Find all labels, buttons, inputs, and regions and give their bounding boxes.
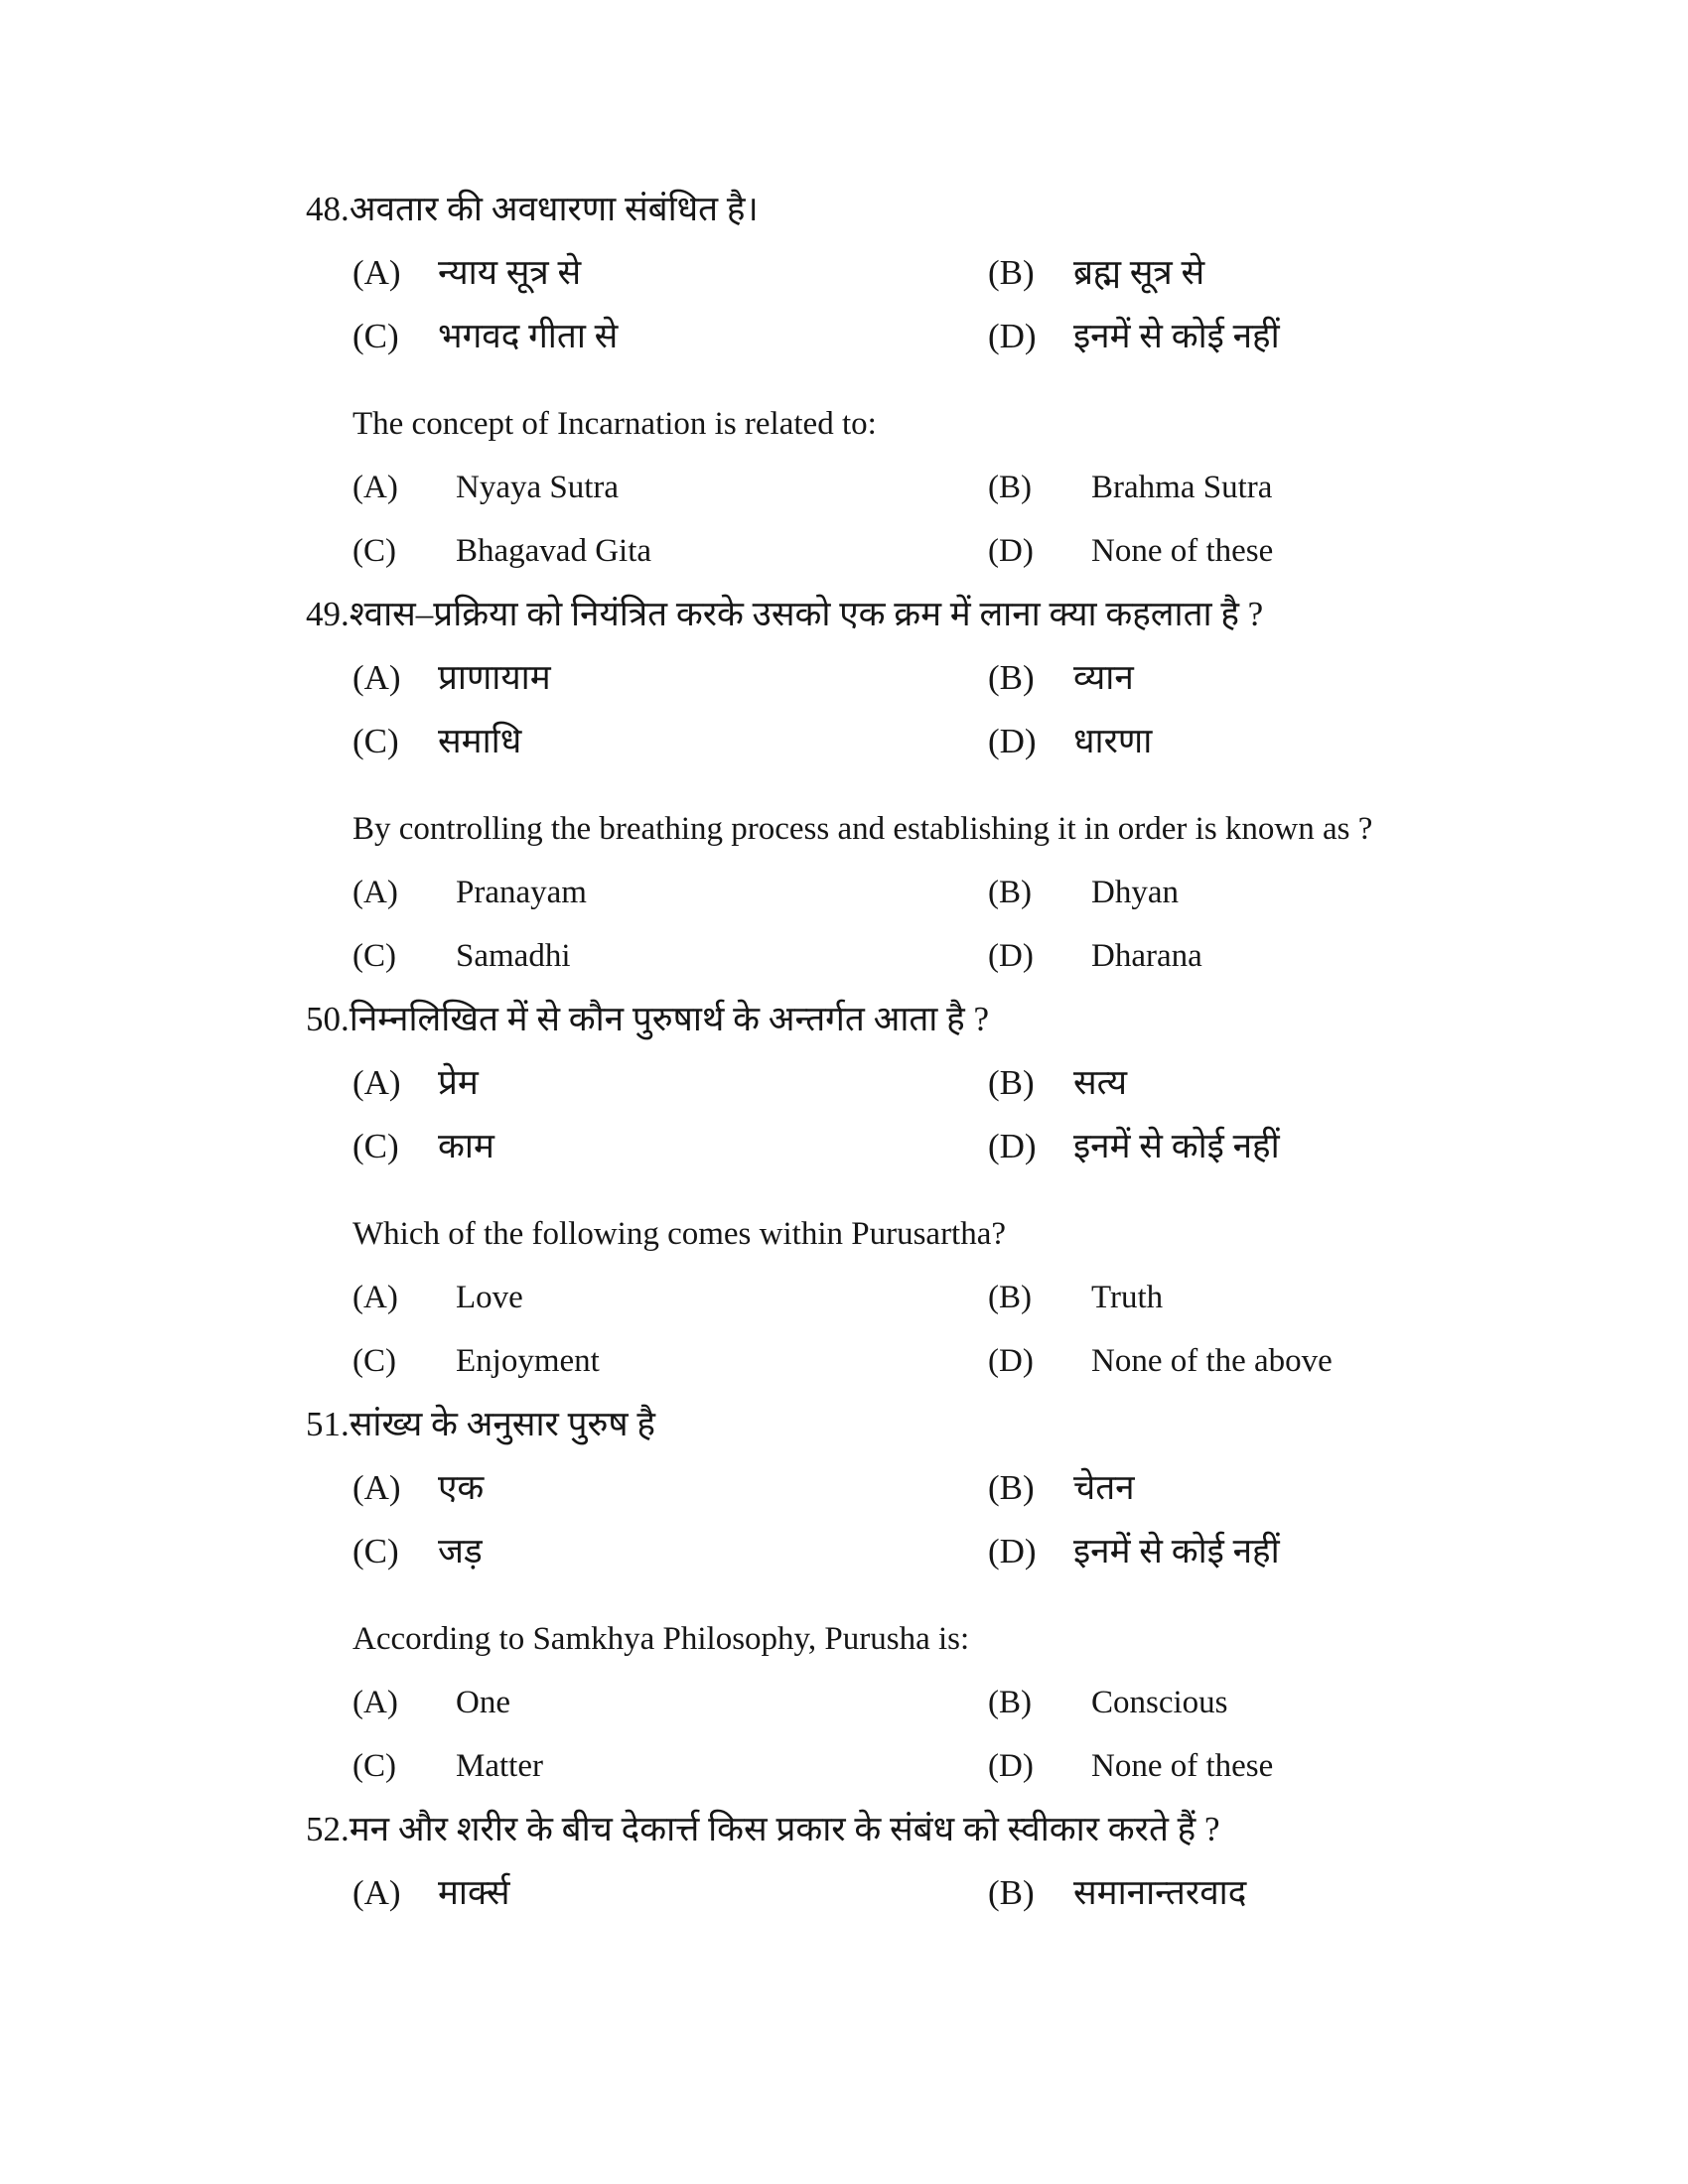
question-52-hindi-options-row-1: [306, 1862, 1489, 1924]
option-b-label: (B): [988, 253, 1035, 292]
option-b-label: (B): [988, 875, 1032, 910]
question-49-hindi-text: श्वास–प्रक्रिया को नियंत्रित करके उसको एक क्रम में लाना क्या कहलाता है ?: [349, 595, 1264, 633]
option-c-text: Enjoyment: [456, 1343, 600, 1379]
option-d-text: धारणा: [1073, 722, 1153, 760]
option-d-label: (D): [988, 722, 1037, 760]
option-c-label: (C): [352, 1748, 396, 1784]
option-d-text: इनमें से कोई नहीं: [1073, 317, 1280, 355]
option-c: [352, 1735, 988, 1797]
question-48-english-options-row-2: [306, 520, 1489, 582]
option-d: [988, 711, 1152, 772]
option-a: [352, 647, 988, 709]
option-c-label: (C): [352, 317, 399, 355]
question-block-51: [306, 1394, 1489, 1797]
question-52-hindi-text: मन और शरीर के बीच देकार्त्त किस प्रकार के संबंध को स्वीकार करते हैं ?: [349, 1810, 1220, 1848]
option-c-text: Matter: [456, 1748, 543, 1784]
option-c-text: भगवद गीता से: [438, 317, 619, 355]
option-a-text: Love: [456, 1280, 523, 1315]
question-50-english-options-row-1: [306, 1267, 1489, 1328]
option-a: [352, 1267, 988, 1328]
option-a-label: (A): [352, 470, 398, 505]
option-b-text: Dhyan: [1091, 875, 1179, 910]
option-a: [352, 1457, 988, 1519]
option-a-text: प्राणायाम: [438, 658, 551, 697]
question-block-50: [306, 989, 1489, 1392]
question-51-hindi-line: [306, 1394, 1489, 1455]
question-48-number: 48.: [306, 190, 350, 228]
question-51-hindi-options-row-1: [306, 1457, 1489, 1519]
option-b-text: व्यान: [1073, 658, 1134, 697]
option-d: [988, 1116, 1280, 1177]
option-c-label: (C): [352, 1343, 396, 1379]
option-c-label: (C): [352, 1532, 399, 1570]
option-a: [352, 1672, 988, 1733]
question-50-number: 50.: [306, 1000, 350, 1038]
option-d-label: (D): [988, 938, 1034, 974]
question-50-hindi-options-row-2: [306, 1116, 1489, 1177]
question-50-hindi-options-row-1: [306, 1052, 1489, 1114]
option-b-text: Conscious: [1091, 1685, 1228, 1720]
question-51-hindi-text: सांख्य के अनुसार पुरुष है: [349, 1405, 655, 1443]
option-b-label: (B): [988, 1685, 1032, 1720]
question-52-number: 52.: [306, 1810, 350, 1848]
question-49-english-text: By controlling the breathing process and establishing it in order is known as ?: [352, 811, 1373, 847]
question-51-hindi-options-row-2: [306, 1521, 1489, 1582]
option-d-text: None of these: [1091, 1748, 1274, 1784]
option-b-label: (B): [988, 470, 1032, 505]
option-a-text: मार्क्स: [438, 1873, 510, 1912]
option-b-label: (B): [988, 1468, 1035, 1507]
option-b-text: ब्रह्म सूत्र से: [1073, 253, 1205, 292]
option-b-text: चेतन: [1073, 1468, 1135, 1507]
question-50-hindi-text: निम्नलिखित में से कौन पुरुषार्थ के अन्तर्गत आता है ?: [349, 1000, 989, 1038]
question-49-hindi-options-row-1: [306, 647, 1489, 709]
question-49-hindi-line: [306, 584, 1489, 645]
question-49-number: 49.: [306, 595, 350, 633]
option-d: [988, 1330, 1333, 1392]
option-b: [988, 1267, 1163, 1328]
option-a-label: (A): [352, 1685, 398, 1720]
option-c: [352, 520, 988, 582]
option-d: [988, 1735, 1273, 1797]
option-c: [352, 711, 988, 772]
option-b-label: (B): [988, 1280, 1032, 1315]
option-a: [352, 1052, 988, 1114]
option-b: [988, 457, 1272, 518]
option-a-label: (A): [352, 1063, 401, 1102]
option-d-text: None of the above: [1091, 1343, 1333, 1379]
option-b-text: Truth: [1091, 1280, 1164, 1315]
option-d-label: (D): [988, 1343, 1034, 1379]
question-48-hindi-options-row-1: [306, 242, 1489, 304]
option-c-text: Samadhi: [456, 938, 571, 974]
question-49-english-options-row-1: [306, 862, 1489, 923]
question-52-hindi-line: [306, 1799, 1489, 1860]
option-a-text: प्रेम: [438, 1063, 479, 1102]
option-d: [988, 520, 1273, 582]
option-a: [352, 862, 988, 923]
option-b: [988, 1672, 1228, 1733]
option-c-text: समाधि: [438, 722, 522, 760]
question-48-hindi-line: [306, 179, 1489, 240]
question-51-number: 51.: [306, 1405, 350, 1443]
option-b-text: Brahma Sutra: [1091, 470, 1273, 505]
option-d-text: इनमें से कोई नहीं: [1073, 1532, 1280, 1570]
option-d-text: इनमें से कोई नहीं: [1073, 1127, 1280, 1165]
option-a: [352, 242, 988, 304]
option-a-label: (A): [352, 1873, 401, 1912]
option-a-text: Nyaya Sutra: [456, 470, 620, 505]
option-c: [352, 1330, 988, 1392]
option-c-text: Bhagavad Gita: [456, 533, 652, 569]
option-b-text: समानान्तरवाद: [1073, 1873, 1247, 1912]
option-a-label: (A): [352, 253, 401, 292]
question-51-english-options-row-2: [306, 1735, 1489, 1797]
option-d-label: (D): [988, 1532, 1037, 1570]
question-49-english-options-row-2: [306, 925, 1489, 987]
option-b: [988, 242, 1204, 304]
option-c-text: काम: [438, 1127, 494, 1165]
option-a-text: One: [456, 1685, 510, 1720]
option-c-label: (C): [352, 938, 396, 974]
option-c-text: जड़: [438, 1532, 483, 1570]
option-d-label: (D): [988, 533, 1034, 569]
question-51-english-text: According to Samkhya Philosophy, Purusha is:: [352, 1621, 970, 1657]
question-48-english-options-row-1: [306, 457, 1489, 518]
question-48-hindi-text: अवतार की अवधारणा संबंधित है।: [349, 190, 759, 228]
option-b: [988, 1862, 1246, 1924]
question-51-english-options-row-1: [306, 1672, 1489, 1733]
option-b-label: (B): [988, 1063, 1035, 1102]
question-50-hindi-line: [306, 989, 1489, 1050]
option-c: [352, 1116, 988, 1177]
option-c-label: (C): [352, 1127, 399, 1165]
question-50-english-options-row-2: [306, 1330, 1489, 1392]
question-50-english-text: Which of the following comes within Purusartha?: [352, 1216, 1007, 1252]
option-c: [352, 925, 988, 987]
question-block-48: [306, 179, 1489, 582]
option-b: [988, 1052, 1127, 1114]
question-49-hindi-options-row-2: [306, 711, 1489, 772]
question-block-52: [306, 1799, 1489, 1924]
option-d-label: (D): [988, 317, 1037, 355]
option-c: [352, 1521, 988, 1582]
question-48-hindi-options-row-2: [306, 306, 1489, 367]
option-a-label: (A): [352, 658, 401, 697]
option-a-label: (A): [352, 1468, 401, 1507]
option-c-label: (C): [352, 722, 399, 760]
option-c-label: (C): [352, 533, 396, 569]
option-b: [988, 1457, 1135, 1519]
option-a-label: (A): [352, 875, 398, 910]
option-b: [988, 647, 1134, 709]
option-a-label: (A): [352, 1280, 398, 1315]
option-a-text: एक: [438, 1468, 485, 1507]
option-d-label: (D): [988, 1748, 1034, 1784]
option-d: [988, 925, 1202, 987]
option-b-label: (B): [988, 658, 1035, 697]
option-a-text: न्याय सूत्र से: [438, 253, 582, 292]
option-a: [352, 457, 988, 518]
question-48-english-text: The concept of Incarnation is related to:: [352, 406, 877, 442]
option-b-text: सत्य: [1073, 1063, 1128, 1102]
option-b: [988, 862, 1179, 923]
option-d: [988, 1521, 1280, 1582]
option-d-text: Dharana: [1091, 938, 1202, 974]
option-a: [352, 1862, 988, 1924]
option-c: [352, 306, 988, 367]
option-b-label: (B): [988, 1873, 1035, 1912]
option-d-label: (D): [988, 1127, 1037, 1165]
option-d: [988, 306, 1280, 367]
option-a-text: Pranayam: [456, 875, 587, 910]
option-d-text: None of these: [1091, 533, 1274, 569]
question-block-49: [306, 584, 1489, 987]
